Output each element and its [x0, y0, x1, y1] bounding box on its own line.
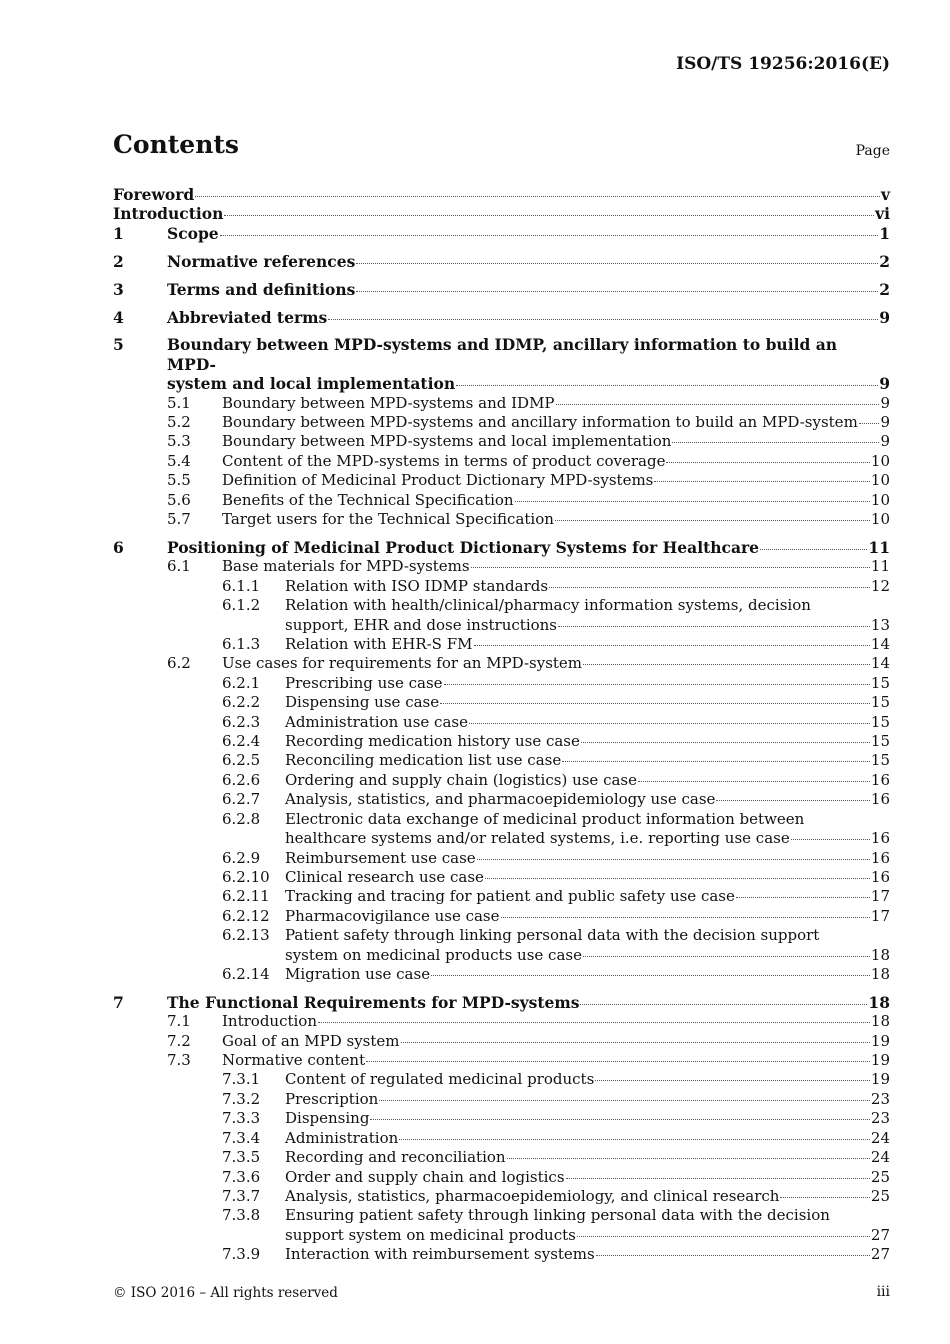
toc-entry-title: Relation with health/clinical/pharmacy information systems, decision [285, 596, 811, 615]
toc-entry[interactable] [113, 1070, 890, 1089]
toc-entry-page: 16 [870, 867, 890, 886]
toc-entry[interactable] [113, 557, 890, 576]
dot-leader [440, 703, 870, 704]
toc-entry-title: Ensuring patient safety through linking personal data with the decision [285, 1206, 830, 1225]
toc-entry-page: 18 [870, 1012, 890, 1031]
toc-entry-page: 25 [870, 1186, 890, 1205]
toc-entry-title: Boundary between MPD-systems and IDMP, ancillary information to build an MPD- [167, 335, 838, 374]
toc-entry-number: 6.2.6 [222, 770, 261, 789]
toc-entry[interactable] [113, 577, 890, 596]
dot-leader [736, 897, 870, 898]
toc-entry-title-continued: system and local implementation [167, 374, 456, 394]
toc-entry-number: 6.2 [167, 654, 191, 673]
toc-entry-title: Prescription [285, 1089, 379, 1108]
toc-entry-page: 27 [870, 1225, 890, 1244]
dot-leader [581, 742, 870, 743]
toc-entry[interactable] [113, 674, 890, 693]
toc-entry-number: 7.3.3 [222, 1109, 261, 1128]
toc-entry-page: 18 [870, 945, 890, 964]
toc-entry-number: 7.3.1 [222, 1070, 261, 1089]
dot-leader [583, 956, 870, 957]
dot-leader [195, 196, 880, 197]
toc-entry[interactable] [113, 432, 890, 451]
toc-entry-page: 11 [870, 557, 890, 576]
dot-leader [399, 1139, 870, 1140]
dot-leader [469, 723, 870, 724]
toc-entry[interactable] [113, 693, 890, 712]
toc-entry[interactable] [113, 1012, 890, 1031]
dot-leader [859, 423, 880, 424]
toc-entry-page: 2 [879, 251, 890, 271]
toc-entry-title: Content of the MPD-systems in terms of product coverage [222, 451, 666, 470]
toc-entry[interactable] [113, 1051, 890, 1070]
toc-entry-number: 7.1 [167, 1012, 191, 1031]
toc-entry-title: Dispensing use case [285, 693, 440, 712]
toc-entry[interactable] [113, 732, 890, 751]
toc-entry-page: 9 [880, 393, 890, 412]
dot-leader [356, 263, 878, 264]
page-number: iii [876, 1284, 890, 1300]
document-id: ISO/TS 19256:2016(E) [676, 54, 890, 74]
toc-entry-page: 14 [870, 635, 890, 654]
toc-entry-page: 11 [868, 538, 890, 557]
toc-entry-title-continued: support, EHR and dose instructions [285, 615, 557, 634]
toc-entry-page: 19 [870, 1051, 890, 1070]
toc-entry-title: Definition of Medicinal Product Dictionary MPD-systems [222, 471, 654, 490]
toc-entry-title: Scope [167, 223, 219, 243]
toc-entry-title-continued: system on medicinal products use case [285, 945, 582, 964]
toc-entry-number: 6.1.1 [222, 576, 261, 595]
toc-entry[interactable] [113, 868, 890, 887]
toc-entry-number: 5.7 [167, 510, 191, 529]
toc-entry-number: 6.1.2 [222, 596, 261, 615]
dot-leader [596, 1255, 870, 1256]
toc-entry-page: 14 [870, 654, 890, 673]
toc-entry[interactable] [113, 790, 890, 809]
toc-entry-number: 6.2.7 [222, 790, 261, 809]
toc-entry[interactable] [113, 1206, 890, 1245]
toc-entry[interactable] [113, 1187, 890, 1206]
toc-entry-number: 7 [113, 992, 124, 1012]
copyright-notice: © ISO 2016 – All rights reserved [113, 1285, 338, 1301]
toc-entry[interactable] [113, 810, 890, 849]
toc-entry-title: Boundary between MPD-systems and ancillary information to build an MPD-system [222, 413, 858, 432]
toc-entry[interactable] [113, 993, 890, 1012]
toc-entry-number: 5 [113, 335, 124, 355]
toc-entry-number: 6.2.4 [222, 732, 261, 751]
toc-entry-number: 7.3.2 [222, 1089, 261, 1108]
dot-leader [638, 781, 870, 782]
toc-entry-number: 5.6 [167, 490, 191, 509]
toc-entry-title: Analysis, statistics, pharmacoepidemiology, and clinical research [285, 1186, 780, 1205]
toc-entry-page: 12 [870, 576, 890, 595]
toc-entry-number: 6.2.9 [222, 848, 261, 867]
dot-leader [507, 1158, 870, 1159]
toc-entry-title: Boundary between MPD-systems and local implementation [222, 432, 672, 451]
dot-leader [471, 567, 870, 568]
toc-entry-number: 6.2.8 [222, 809, 261, 828]
toc-entry[interactable] [113, 596, 890, 635]
toc-entry[interactable] [113, 335, 890, 393]
toc-entry-page: 2 [879, 279, 890, 299]
toc-entry-page: 15 [870, 751, 890, 770]
toc-entry-title: Dispensing [285, 1109, 370, 1128]
toc-entry-number: 7.3.4 [222, 1128, 261, 1147]
toc-entry[interactable] [113, 965, 890, 984]
toc-entry-title: Boundary between MPD-systems and IDMP [222, 393, 555, 412]
toc-entry-number: 6.2.5 [222, 751, 261, 770]
dot-leader [515, 501, 870, 502]
toc-entry[interactable] [113, 224, 890, 243]
toc-entry-number: 6.2.10 [222, 867, 270, 886]
toc-entry[interactable] [113, 887, 890, 906]
dot-leader [485, 878, 870, 879]
toc-entry[interactable] [113, 510, 890, 529]
dot-leader [501, 917, 870, 918]
toc-entry[interactable] [113, 252, 890, 271]
toc-entry-title: Migration use case [285, 964, 431, 983]
toc-entry-title: Prescribing use case [285, 673, 443, 692]
dot-leader [328, 319, 878, 320]
toc-entry-title-continued: healthcare systems and/or related systems, i.e. reporting use case [285, 829, 790, 848]
toc-entry-page: 19 [870, 1031, 890, 1050]
toc-entry[interactable] [113, 654, 890, 673]
dot-leader [549, 587, 870, 588]
toc-entry-number: 5.4 [167, 451, 191, 470]
dot-leader [672, 442, 879, 443]
toc-entry-title: Administration [285, 1128, 399, 1147]
toc-entry-title: Base materials for MPD-systems [222, 557, 470, 576]
toc-entry[interactable] [113, 280, 890, 299]
toc-entry-page: 9 [879, 307, 890, 327]
toc-entry[interactable] [113, 538, 890, 557]
dot-leader [780, 1197, 869, 1198]
toc-entry-title: Order and supply chain and logistics [285, 1167, 565, 1186]
dot-leader [562, 761, 870, 762]
toc-entry-page: 9 [880, 413, 890, 432]
toc-entry-number: 5.5 [167, 471, 191, 490]
dot-leader [654, 481, 870, 482]
toc-entry[interactable] [113, 1032, 890, 1051]
toc-entry-page: 15 [870, 732, 890, 751]
toc-entry-page: 15 [870, 673, 890, 692]
toc-entry-page: 23 [870, 1109, 890, 1128]
toc-entry[interactable] [113, 1109, 890, 1128]
toc-entry-page: 15 [870, 693, 890, 712]
toc-entry-title: Introduction [222, 1012, 317, 1031]
toc-entry-number: 6.1.3 [222, 635, 261, 654]
dot-leader [356, 291, 878, 292]
dot-leader [474, 645, 870, 646]
toc-entry-page: 18 [868, 992, 890, 1012]
dot-leader [379, 1100, 870, 1101]
toc-entry-title: Reimbursement use case [285, 848, 476, 867]
toc-entry-title: Use cases for requirements for an MPD-system [222, 654, 583, 673]
toc-entry[interactable] [113, 849, 890, 868]
dot-leader [760, 549, 867, 550]
dot-leader [555, 520, 870, 521]
toc-entry-title: Clinical research use case [285, 867, 484, 886]
toc-entry-title: Patient safety through linking personal data with the decision support [285, 926, 820, 945]
dot-leader [431, 975, 870, 976]
toc-entry-title: Foreword [113, 185, 195, 204]
toc-entry-title: Goal of an MPD system [222, 1031, 400, 1050]
dot-leader [791, 839, 870, 840]
toc-entry[interactable] [113, 185, 890, 204]
toc-entry[interactable] [113, 452, 890, 471]
toc-entry-page: 10 [870, 510, 890, 529]
toc-entry-title: Target users for the Technical Specification [222, 510, 554, 529]
toc-entry-number: 6.2.13 [222, 926, 270, 945]
toc-entry-number: 5.1 [167, 393, 191, 412]
dot-leader [577, 1236, 870, 1237]
toc-entry-number: 6 [113, 538, 124, 557]
toc-entry-page: 16 [870, 848, 890, 867]
dot-leader [401, 1042, 870, 1043]
toc-entry-number: 1 [113, 223, 124, 243]
dot-leader [583, 664, 870, 665]
toc-entry-title: Benefits of the Technical Specification [222, 490, 514, 509]
toc-entry[interactable] [113, 491, 890, 510]
toc-entry[interactable] [113, 204, 890, 223]
dot-leader [558, 626, 870, 627]
toc-entry-page: 10 [870, 471, 890, 490]
toc-entry[interactable] [113, 471, 890, 490]
dot-leader [566, 1178, 870, 1179]
toc-entry-number: 7.3.7 [222, 1186, 261, 1205]
dot-leader [220, 235, 879, 236]
toc-entry-number: 7.3 [167, 1051, 191, 1070]
toc-entry-page: 17 [870, 906, 890, 925]
toc-entry-page: 25 [870, 1167, 890, 1186]
toc-entry-page: 9 [880, 432, 890, 451]
toc-entry[interactable] [113, 1168, 890, 1187]
toc-entry-title: Administration use case [285, 712, 468, 731]
page-column-label: Page [855, 143, 890, 159]
toc-entry-title-continued: support system on medicinal products [285, 1225, 576, 1244]
toc-entry-title: Terms and definitions [167, 279, 356, 299]
toc-entry-page: 16 [870, 829, 890, 848]
toc-entry-number: 7.3.5 [222, 1148, 261, 1167]
toc-entry-title: Recording medication history use case [285, 732, 580, 751]
toc-entry-page: vi [875, 204, 890, 224]
dot-leader [456, 385, 878, 386]
toc-entry-number: 4 [113, 307, 124, 327]
toc-entry-title: Content of regulated medicinal products [285, 1070, 595, 1089]
toc-entry[interactable] [113, 1129, 890, 1148]
toc-entry[interactable] [113, 413, 890, 432]
toc-entry-page: 9 [879, 374, 890, 394]
dot-leader [666, 462, 869, 463]
toc-entry-page: 10 [870, 490, 890, 509]
toc-entry-title: Normative content [222, 1051, 366, 1070]
toc-entry[interactable] [113, 1148, 890, 1167]
toc-entry-title: Ordering and supply chain (logistics) use case [285, 770, 637, 789]
toc-entry-page: 17 [870, 887, 890, 906]
toc-entry-number: 7.2 [167, 1031, 191, 1050]
toc-entry-page: 10 [870, 451, 890, 470]
dot-leader [595, 1080, 870, 1081]
toc-entry-number: 7.3.6 [222, 1167, 261, 1186]
dot-leader [370, 1119, 869, 1120]
toc-entry-page: 27 [870, 1245, 890, 1264]
toc-entry-page: 15 [870, 712, 890, 731]
toc-entry-title: Positioning of Medicinal Product Dictionary Systems for Healthcare [167, 538, 760, 557]
toc-entry-number: 6.2.12 [222, 906, 270, 925]
toc-entry-title: Recording and reconciliation [285, 1148, 506, 1167]
toc-entry-number: 7.3.9 [222, 1245, 261, 1264]
toc-entry-page: 24 [870, 1128, 890, 1147]
toc-entry-page: 1 [879, 223, 890, 243]
toc-entry-number: 6.2.11 [222, 887, 270, 906]
toc-entry[interactable] [113, 771, 890, 790]
toc-entry-title: Relation with ISO IDMP standards [285, 576, 549, 595]
toc-entry-page: 23 [870, 1089, 890, 1108]
toc-entry-title: The Functional Requirements for MPD-systems [167, 992, 580, 1012]
dot-leader [366, 1061, 870, 1062]
toc-entry-page: v [880, 185, 890, 204]
toc-entry[interactable] [113, 1245, 890, 1264]
toc-entry-number: 6.2.2 [222, 693, 261, 712]
table-of-contents [113, 185, 890, 1265]
toc-entry-number: 5.3 [167, 432, 191, 451]
dot-leader [224, 215, 874, 216]
toc-entry-title: Interaction with reimbursement systems [285, 1245, 595, 1264]
toc-entry[interactable] [113, 751, 890, 770]
dot-leader [580, 1004, 867, 1005]
toc-entry-title: Normative references [167, 251, 356, 271]
toc-entry-number: 2 [113, 251, 124, 271]
toc-entry-number: 7.3.8 [222, 1206, 261, 1225]
toc-entry-page: 13 [870, 615, 890, 634]
toc-entry[interactable] [113, 308, 890, 327]
page-title: Contents [113, 130, 240, 159]
toc-entry[interactable] [113, 907, 890, 926]
toc-entry-title: Reconciling medication list use case [285, 751, 562, 770]
toc-entry-page: 24 [870, 1148, 890, 1167]
dot-leader [556, 404, 880, 405]
toc-entry-title: Electronic data exchange of medicinal product information between [285, 809, 805, 828]
toc-entry-number: 6.2.3 [222, 712, 261, 731]
toc-entry-number: 6.2.1 [222, 673, 261, 692]
toc-entry-page: 19 [870, 1070, 890, 1089]
toc-entry[interactable] [113, 635, 890, 654]
toc-entry-title: Analysis, statistics, and pharmacoepidemiology use case [285, 790, 716, 809]
toc-entry-title: Tracking and tracing for patient and public safety use case [285, 887, 735, 906]
toc-entry-page: 16 [870, 770, 890, 789]
toc-entry-number: 5.2 [167, 413, 191, 432]
toc-entry[interactable] [113, 394, 890, 413]
toc-entry-number: 6.1 [167, 557, 191, 576]
toc-entry-title: Introduction [113, 204, 224, 224]
toc-entry-title: Abbreviated terms [167, 307, 328, 327]
toc-entry[interactable] [113, 926, 890, 965]
dot-leader [477, 859, 870, 860]
dot-leader [318, 1022, 870, 1023]
toc-entry-number: 3 [113, 279, 124, 299]
dot-leader [444, 684, 870, 685]
dot-leader [716, 800, 869, 801]
toc-entry-page: 16 [870, 790, 890, 809]
toc-entry-title: Relation with EHR-S FM [285, 635, 473, 654]
toc-entry-page: 18 [870, 964, 890, 983]
toc-entry-title: Pharmacovigilance use case [285, 906, 500, 925]
toc-entry[interactable] [113, 713, 890, 732]
toc-entry-number: 6.2.14 [222, 964, 270, 983]
toc-entry[interactable] [113, 1090, 890, 1109]
